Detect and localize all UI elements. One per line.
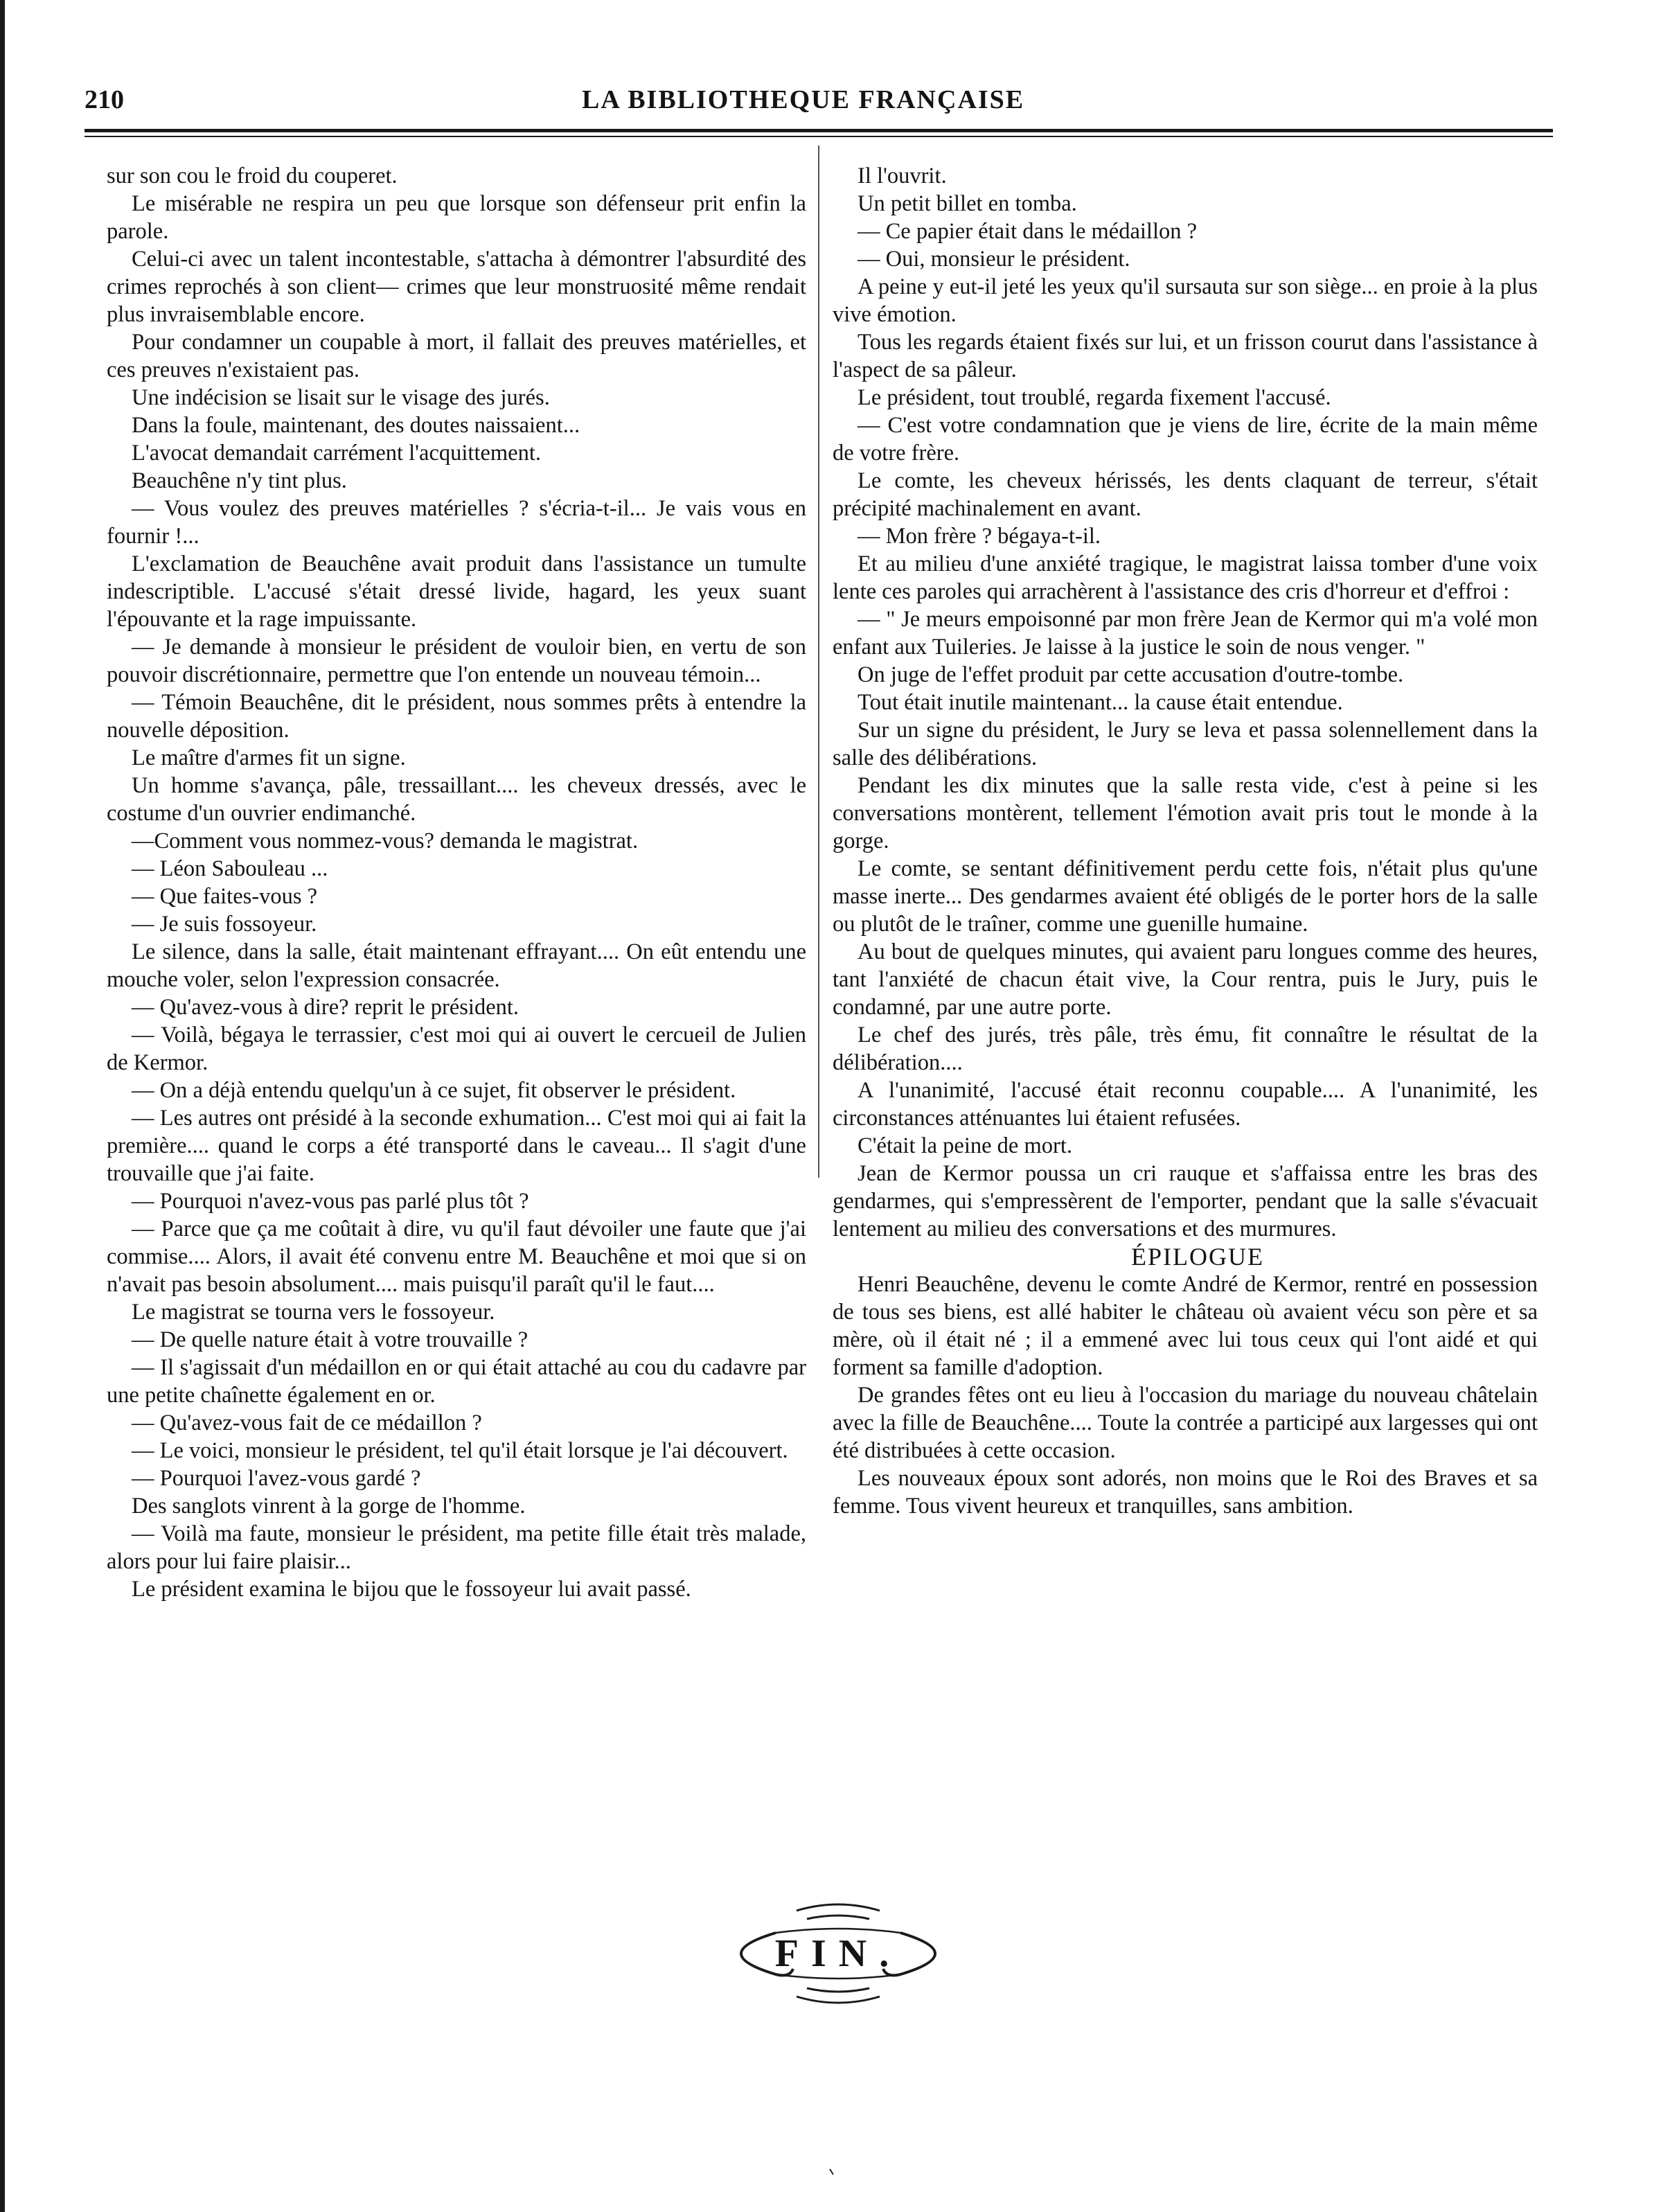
paragraph: Tout était inutile maintenant... la cause était entendue. (858, 690, 1343, 715)
paragraph: Sur un signe du président, le Jury se leva et passa solennellement dans la salle des délibérations. (833, 718, 1538, 770)
paragraph: — Ce papier était dans le médaillon ? (858, 219, 1198, 244)
paragraph: — De quelle nature était à votre trouvaille ? (132, 1327, 528, 1352)
paragraph: Le comte, les cheveux hérissés, les dents claquant de terreur, s'était précipité machinalement en avant. (833, 468, 1538, 521)
paragraph: — Pourquoi n'avez-vous pas parlé plus tôt ? (132, 1189, 529, 1214)
epilogue-body (833, 1271, 1538, 1520)
paragraph: Un homme s'avança, pâle, tressaillant.... les cheveux dressés, avec le costume d'un ouvrier endimanché. (107, 773, 806, 826)
paragraph: — Qu'avez-vous fait de ce médaillon ? (132, 1410, 482, 1435)
paragraph: Les nouveaux époux sont adorés, non moins que le Roi des Braves et sa femme. Tous vivent heureux et tranquilles, sans ambition. (833, 1466, 1538, 1519)
running-title: LA BIBLIOTHEQUE FRANÇAISE (582, 85, 1025, 114)
paragraph: Le président, tout troublé, regarda fixement l'accusé. (858, 385, 1331, 410)
paragraph: Le maître d'armes fit un signe. (132, 745, 406, 770)
paragraph: Pendant les dix minutes que la salle resta vide, c'est à peine si les conversations montèrent, tellement l'émotion avait pris tout le monde à la gorge. (833, 773, 1538, 853)
paragraph: Le misérable ne respira un peu que lorsque son défenseur prit enfin la parole. (107, 191, 806, 244)
paragraph: — Le voici, monsieur le président, tel qu'il était lorsque je l'ai découvert. (132, 1438, 788, 1463)
paragraph: — Que faites-vous ? (132, 884, 318, 909)
paragraph: Henri Beauchêne, devenu le comte André de Kermor, rentré en possession de tous ses biens, est allé habiter le château où avaient vécu son père et sa mère, où il était né ; il a emmené avec lui tous ceux qui l'ont aidé et qui forment sa famille d'adoption. (833, 1272, 1538, 1380)
paragraph: Le comte, se sentant définitivement perdu cette fois, n'était plus qu'une masse inerte... Des gendarmes avaient été obligés de le porter hors de la salle ou plutôt de le traîner, comme une guenille humaine. (833, 856, 1538, 937)
paragraph: Et au milieu d'une anxiété tragique, le magistrat laissa tomber d'une voix lente ces paroles qui arrachèrent à l'assistance des cris d'horreur et d'effroi : (833, 551, 1538, 604)
paragraph: — Il s'agissait d'un médaillon en or qui était attaché au cou du cadavre par une petite chaînette également en or. (107, 1355, 806, 1408)
fin-ornament (693, 1891, 984, 2016)
paragraph: A peine y eut-il jeté les yeux qu'il sursauta sur son siège... en proie à la plus vive émotion. (833, 274, 1538, 327)
paragraph: — Témoin Beauchêne, dit le président, nous sommes prêts à entendre la nouvelle déposition. (107, 690, 806, 743)
paragraph: Une indécision se lisait sur le visage des jurés. (132, 385, 550, 410)
paragraph: Au bout de quelques minutes, qui avaient paru longues comme des heures, tant l'anxiété de chacun était vive, la Cour rentra, puis le Jury, puis le condamné, par une autre porte. (833, 939, 1538, 1020)
epilogue-heading: ÉPILOGUE (1131, 1243, 1264, 1271)
paragraph: — Qu'avez-vous à dire? reprit le président. (132, 995, 519, 1020)
paragraph: C'était la peine de mort. (858, 1133, 1072, 1158)
paragraph: — C'est votre condamnation que je viens de lire, écrite de la main même de votre frère. (833, 413, 1538, 466)
paragraph: De grandes fêtes ont eu lieu à l'occasion du mariage du nouveau châtelain avec la fille de Beauchêne.... Toute la contrée a participé aux largesses qui ont été distribuées à cette occasion. (833, 1383, 1538, 1463)
paragraph: —Comment vous nommez-vous? demanda le magistrat. (132, 829, 639, 853)
left-column (107, 162, 806, 1603)
paragraph: Tous les regards étaient fixés sur lui, et un frisson courut dans l'assistance à l'aspect de sa pâleur. (833, 330, 1538, 382)
paragraph: Beauchêne n'y tint plus. (132, 468, 347, 493)
column-divider (818, 145, 819, 1178)
paragraph: A l'unanimité, l'accusé était reconnu coupable.... A l'unanimité, les circonstances atténuantes lui étaient refusées. (833, 1078, 1538, 1131)
paragraph: Pour condamner un coupable à mort, il fallait des preuves matérielles, et ces preuves n'existaient pas. (107, 330, 806, 382)
paragraph: Le silence, dans la salle, était maintenant effrayant.... On eût entendu une mouche voler, selon l'expression consacrée. (107, 939, 806, 992)
paragraph: Un petit billet en tomba. (858, 191, 1077, 216)
paragraph: — Les autres ont présidé à la seconde exhumation... C'est moi qui ai fait la première.... quand le corps a été transporté dans le caveau... Il s'agit d'une trouvaille que j'ai faite. (107, 1106, 806, 1186)
paragraph: Il l'ouvrit. (858, 163, 947, 188)
right-column-body (833, 162, 1538, 1243)
fin-text: FIN. (774, 1932, 902, 1975)
header-rule-thin (85, 136, 1553, 137)
paragraph: Des sanglots vinrent à la gorge de l'homme. (132, 1494, 526, 1519)
paragraph: — On a déjà entendu quelqu'un à ce sujet, fit observer le président. (132, 1078, 736, 1103)
page-edge-bar (0, 0, 5, 2212)
paragraph: — Voilà, bégaya le terrassier, c'est moi qui ai ouvert le cercueil de Julien de Kermor. (107, 1023, 806, 1075)
paragraph: Le président examina le bijou que le fossoyeur lui avait passé. (132, 1577, 691, 1602)
paragraph: — Oui, monsieur le président. (858, 247, 1130, 272)
paragraph: — Vous voulez des preuves matérielles ? s'écria-t-il... Je vais vous en fournir !... (107, 496, 806, 549)
page-number: 210 (85, 85, 124, 114)
page-header (85, 85, 1553, 119)
paragraph: L'avocat demandait carrément l'acquittement. (132, 441, 542, 466)
paragraph: Le chef des jurés, très pâle, très ému, fit connaître le résultat de la délibération.... (833, 1023, 1538, 1075)
paragraph: — Je suis fossoyeur. (132, 912, 317, 937)
paragraph: Jean de Kermor poussa un cri rauque et s'affaissa entre les bras des gendarmes, qui s'empressèrent de l'emporter, pendant que la salle s'évacuait lentement au milieu des conversations et des murmures. (833, 1161, 1538, 1241)
paragraph: — " Je meurs empoisonné par mon frère Jean de Kermor qui m'a volé mon enfant aux Tuileries. Je laisse à la justice le soin de nous venger. " (833, 607, 1538, 660)
right-column (833, 162, 1538, 1520)
paragraph: — Mon frère ? bégaya-t-il. (858, 524, 1101, 549)
paragraph: — Parce que ça me coûtait à dire, vu qu'il faut dévoiler une faute que j'ai commise.... Alors, il avait été convenu entre M. Beauchêne et moi que si on n'avait pas besoin absolument.... mais puisqu'il paraît qu'il le faut.... (107, 1216, 806, 1297)
paragraph: — Voilà ma faute, monsieur le président, ma petite fille était très malade, alors pour lui faire plaisir... (107, 1521, 806, 1574)
paragraph: — Léon Sabouleau ... (132, 856, 328, 881)
paragraph: Dans la foule, maintenant, des doutes naissaient... (132, 413, 580, 438)
paragraph: — Je demande à monsieur le président de vouloir bien, en vertu de son pouvoir discrétionnaire, permettre que l'on entende un nouveau témoin... (107, 635, 806, 687)
paragraph: — Pourquoi l'avez-vous gardé ? (132, 1466, 421, 1491)
print-speck (829, 2168, 835, 2175)
paragraph: On juge de l'effet produit par cette accusation d'outre-tombe. (858, 662, 1404, 687)
paragraph: Le magistrat se tourna vers le fossoyeur. (132, 1300, 495, 1325)
paragraph: Celui-ci avec un talent incontestable, s'attacha à démontrer l'absurdité des crimes reprochés à son client— crimes que leur monstruosité même rendait plus invraisemblable encore. (107, 247, 806, 327)
paragraph: sur son cou le froid du couperet. (107, 163, 398, 188)
paragraph: L'exclamation de Beauchêne avait produit dans l'assistance un tumulte indescriptible. L'accusé s'était dressé livide, hagard, les yeux suant l'épouvante et la rage impuissante. (107, 551, 806, 632)
header-rule-thick (85, 129, 1553, 132)
